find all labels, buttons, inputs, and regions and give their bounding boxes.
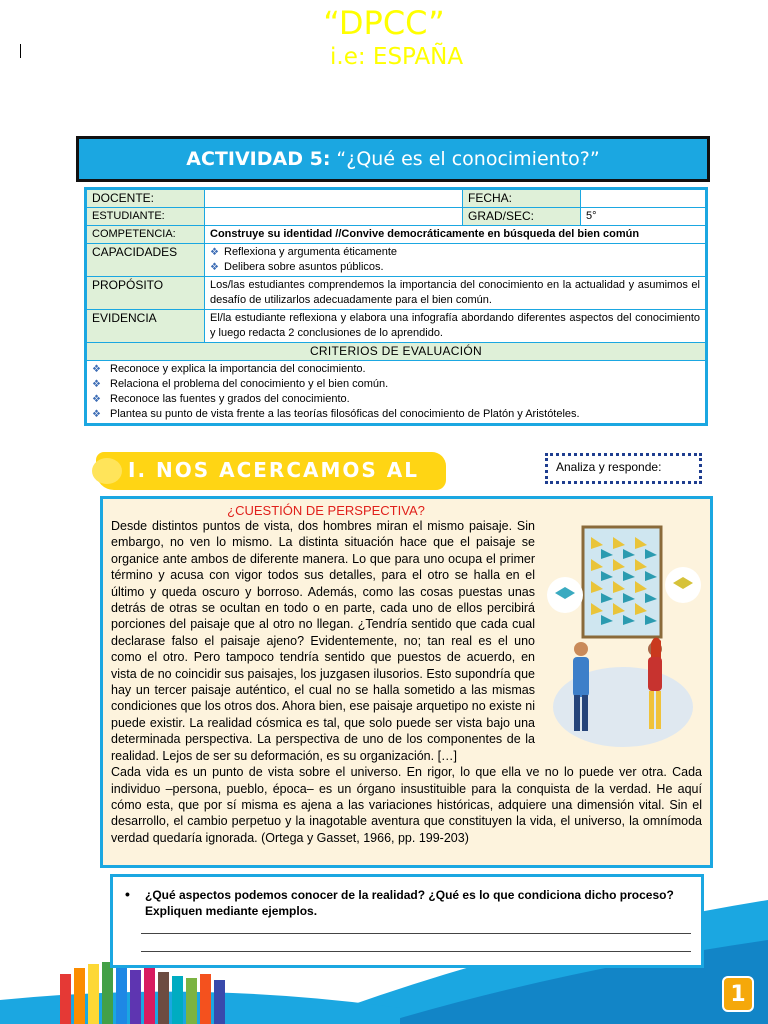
answer-line[interactable] (141, 933, 691, 934)
capacidad-item: ❖ Delibera sobre asuntos públicos. (210, 260, 700, 275)
docente-label: DOCENTE: (87, 190, 205, 208)
competencia-value: Construye su identidad //Convive democráticamente en búsqueda del bien común (205, 226, 706, 244)
section-heading (96, 452, 446, 490)
reading-box (100, 496, 713, 868)
fecha-label: FECHA: (463, 190, 581, 208)
proposito-label: PROPÓSITO (87, 277, 205, 310)
activity-label: ACTIVIDAD 5: (186, 148, 331, 170)
capacidades-label: CAPACIDADES (87, 244, 205, 277)
page-number: 1 (722, 976, 754, 1012)
section-heading-text: I. NOS ACERCAMOS AL (128, 458, 419, 482)
perspective-illustration (543, 507, 703, 759)
estudiante-label: ESTUDIANTE: (87, 208, 205, 226)
grad-value[interactable]: 5° (581, 208, 706, 226)
activity-title: “¿Qué es el conocimiento?” (336, 148, 600, 170)
reading-paragraph-2: Cada vida es un punto de vista sobre el universo. En rigor, lo que ella ve no lo puede ver otra. Cada individuo –persona, pueblo, época– es un órgano insustituible para la conquista de la verdad. He aquí cómo esta, que por sí misma es ajena a las variaciones históricas, adquiere una dimensión vital. Sin el desarrollo, el cambio perpetuo y la inagotable aventura que constituyen la vida, el universo, la omnímoda verdad quedaría ignorada. (Ortega y Gasset, 1966, pp. 199-203) (111, 765, 702, 845)
question-box (110, 874, 704, 968)
grad-label: GRAD/SEC: (463, 208, 581, 226)
competencia-label: COMPETENCIA: (87, 226, 205, 244)
criterio-item: ❖ Relaciona el problema del conocimiento y el bien común. (92, 377, 700, 392)
estudiante-field[interactable] (205, 208, 463, 226)
brush-splash-decoration (92, 458, 122, 484)
evidencia-value: El/la estudiante reflexiona y elabora una infografía abordando diferentes aspectos del conocimiento y luego redacta 2 conclusiones de lo aprendido. (205, 310, 706, 343)
fecha-field[interactable] (581, 190, 706, 208)
capacidad-item: ❖ Reflexiona y argumenta éticamente (210, 245, 700, 260)
text-cursor (20, 44, 21, 58)
question-text: • ¿Qué aspectos podemos conocer de la realidad? ¿Qué es lo que condiciona dicho proceso? Expliquen mediante ejemplos. (123, 887, 687, 919)
criterios-cell (87, 361, 706, 424)
criterio-item: ❖ Reconoce y explica la importancia del conocimiento. (92, 362, 700, 377)
activity-banner (76, 136, 710, 182)
info-table (84, 187, 708, 426)
criterio-item: ❖ Reconoce las fuentes y grados del conocimiento. (92, 392, 700, 407)
analiza-box: Analiza y responde: (545, 453, 702, 484)
proposito-value: Los/las estudiantes comprendemos la importancia del conocimiento en la actualidad y asumimos el desafío de utilizarlos adecuadamente para el bien común. (205, 277, 706, 310)
criterio-item: ❖ Plantea su punto de vista frente a las teorías filosóficas del conocimiento de Platón y Aristóteles. (92, 407, 700, 422)
reading-paragraph-1: Desde distintos puntos de vista, dos hombres miran el mismo paisaje. Sin embargo, no ven lo mismo. La distinta situación hace que el paisaje se organice ante ambos de diferente manera. Lo que para uno ocupa el primer término y acusa con vigor todos sus detalles, para el otro se halla en el último y queda oscuro y borroso. Además, como las cosas puestas unas detrás de otras se ocultan en todo o en parte, cada uno de ellos percibirá porciones del paisaje que al otro no llegan. ¿Tendría sentido que cada cual declarase falso el paisaje ajeno? Evidentemente, no; tan real es el uno como el otro. Pero tampoco tendría sentido que puestos de acuerdo, en vista de no coincidir sus paisajes, los juzgasen ilusorios. Esto supondría que hay un tercer paisaje auténtico, el cual no se halla sometido a las mismas condiciones que los otros dos. Ahora bien, ese paisaje arquetipo no existe ni puede existir. La realidad cósmica es tal, que solo puede ser vista bajo una determinada perspectiva. La perspectiva de uno de los componentes de la realidad. Lejos de ser su deformación, es su organización. […] (111, 519, 535, 763)
page-title: “DPCC” (323, 4, 445, 42)
answer-line[interactable] (141, 951, 691, 952)
page-subtitle: i.e: ESPAÑA (330, 44, 464, 70)
reading-title: ¿CUESTIÓN DE PERSPECTIVA? (227, 503, 425, 518)
docente-field[interactable] (205, 190, 463, 208)
evidencia-label: EVIDENCIA (87, 310, 205, 343)
capacidades-cell (205, 244, 706, 277)
criterios-heading: CRITERIOS DE EVALUACIÓN (87, 343, 706, 361)
